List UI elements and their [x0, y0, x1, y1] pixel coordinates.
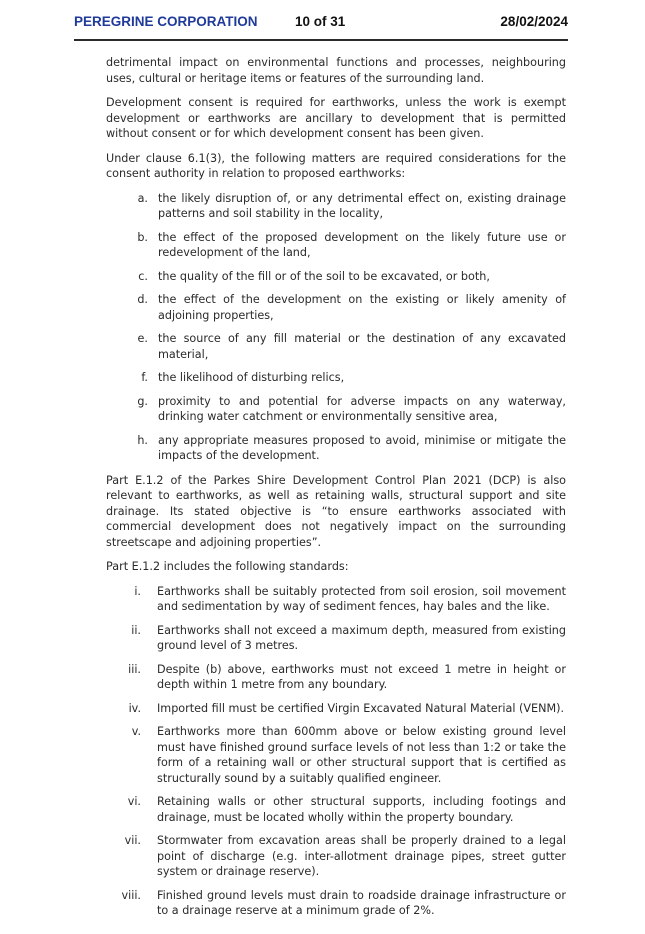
list-marker: e. — [137, 332, 148, 345]
document-body — [106, 55, 566, 928]
list-item-text: Earthworks shall not exceed a maximum depth, measured from existing ground level of 3 metres. — [157, 623, 566, 652]
list-marker: v. — [131, 725, 141, 738]
list-item-text: any appropriate measures proposed to avoid, minimise or mitigate the impacts of the development. — [158, 433, 566, 462]
company-name: PEREGRINE CORPORATION — [74, 14, 258, 29]
list-item-text: Earthworks more than 600mm above or below existing ground level must have finished ground surface levels of not less than 1:2 or take the form of a retaining wall or other structural support that is certified as structurally sound by a suitably qualified engineer. — [157, 725, 566, 785]
paragraph-1: detrimental impact on environmental functions and processes, neighbouring uses, cultural or heritage items or features of the surrounding land. — [106, 56, 566, 85]
list-item — [106, 662, 566, 693]
list-item — [106, 623, 566, 654]
page-header — [74, 14, 568, 34]
list-item-text: Earthworks shall be suitably protected from soil erosion, soil movement and sedimentation by way of sediment fences, hay bales and the like. — [157, 584, 566, 613]
list-marker: viii. — [121, 888, 141, 902]
list-item-text: Imported fill must be certified Virgin Excavated Natural Material (VENM). — [157, 701, 565, 715]
paragraph-4: Part E.1.2 of the Parkes Shire Development Control Plan 2021 (DCP) is also relevant to earthworks, as well as retaining walls, structural support and site drainage. Its stated objective is “to ensure earthworks associated with commercial development does not negatively impact on the surrounding streetscape and adjoining properties”. — [106, 473, 566, 549]
list-item — [106, 394, 566, 425]
list-marker: i. — [134, 584, 141, 598]
list-item — [106, 794, 566, 825]
list-marker: ii. — [131, 623, 141, 637]
list-marker: c. — [138, 269, 148, 283]
list-marker: h. — [137, 433, 148, 447]
list-item-text: the effect of the proposed development on the likely future use or redevelopment of the land, — [158, 230, 566, 259]
list-marker: vi. — [127, 795, 141, 808]
list-item-text: the source of any fill material or the destination of any excavated material, — [158, 332, 566, 361]
document-date: 28/02/2024 — [500, 14, 568, 29]
list-item-text: the effect of the development on the existing or likely amenity of adjoining properties, — [158, 293, 566, 322]
paragraph-2: Development consent is required for earthworks, unless the work is exempt development or earthworks are ancillary to development that is permitted without consent or for which development consent has been given. — [106, 96, 566, 140]
list-marker: f. — [141, 371, 148, 384]
list-item-text: Retaining walls or other structural supports, including footings and drainage, must be located wholly within the property boundary. — [157, 795, 566, 824]
list-marker: g. — [137, 394, 148, 408]
list-item — [106, 888, 566, 919]
paragraph-3: Under clause 6.1(3), the following matters are required considerations for the consent authority in relation to proposed earthworks: — [106, 151, 566, 180]
list-item — [106, 292, 566, 323]
list-item — [106, 701, 566, 717]
list-item-text: proximity to and potential for adverse impacts on any waterway, drinking water catchment or environmentally sensitive area, — [158, 394, 566, 423]
list-marker: vii. — [124, 834, 141, 847]
list-item-text: the quality of the fill or of the soil to be excavated, or both, — [158, 269, 490, 283]
list-item — [106, 230, 566, 261]
list-item — [106, 269, 566, 285]
standards-list — [106, 584, 566, 919]
considerations-list — [106, 191, 566, 464]
paragraph-5: Part E.1.2 includes the following standards: — [106, 560, 349, 573]
list-item — [106, 433, 566, 464]
list-item — [106, 370, 566, 386]
list-item — [106, 833, 566, 880]
page-number: 10 of 31 — [295, 14, 346, 29]
list-marker: b. — [137, 230, 148, 244]
list-item — [106, 331, 566, 362]
header-divider — [74, 39, 568, 41]
list-item-text: the likelihood of disturbing relics, — [158, 371, 345, 384]
list-marker: iv. — [128, 701, 141, 715]
list-item — [106, 724, 566, 786]
list-item-text: the likely disruption of, or any detrimental effect on, existing drainage patterns and soil stability in the locality, — [158, 191, 566, 220]
list-item — [106, 191, 566, 222]
list-item-text: Despite (b) above, earthworks must not exceed 1 metre in height or depth within 1 metre from any boundary. — [157, 662, 566, 691]
list-marker: d. — [137, 293, 148, 306]
list-item-text: Stormwater from excavation areas shall be properly drained to a legal point of discharge (e.g. inter-allotment drainage pipes, street gutter system or drainage reserve). — [157, 834, 566, 878]
list-marker: iii. — [128, 662, 141, 676]
list-marker: a. — [137, 191, 148, 205]
list-item — [106, 584, 566, 615]
list-item-text: Finished ground levels must drain to roadside drainage infrastructure or to a drainage reserve at a minimum grade of 2%. — [157, 888, 566, 917]
